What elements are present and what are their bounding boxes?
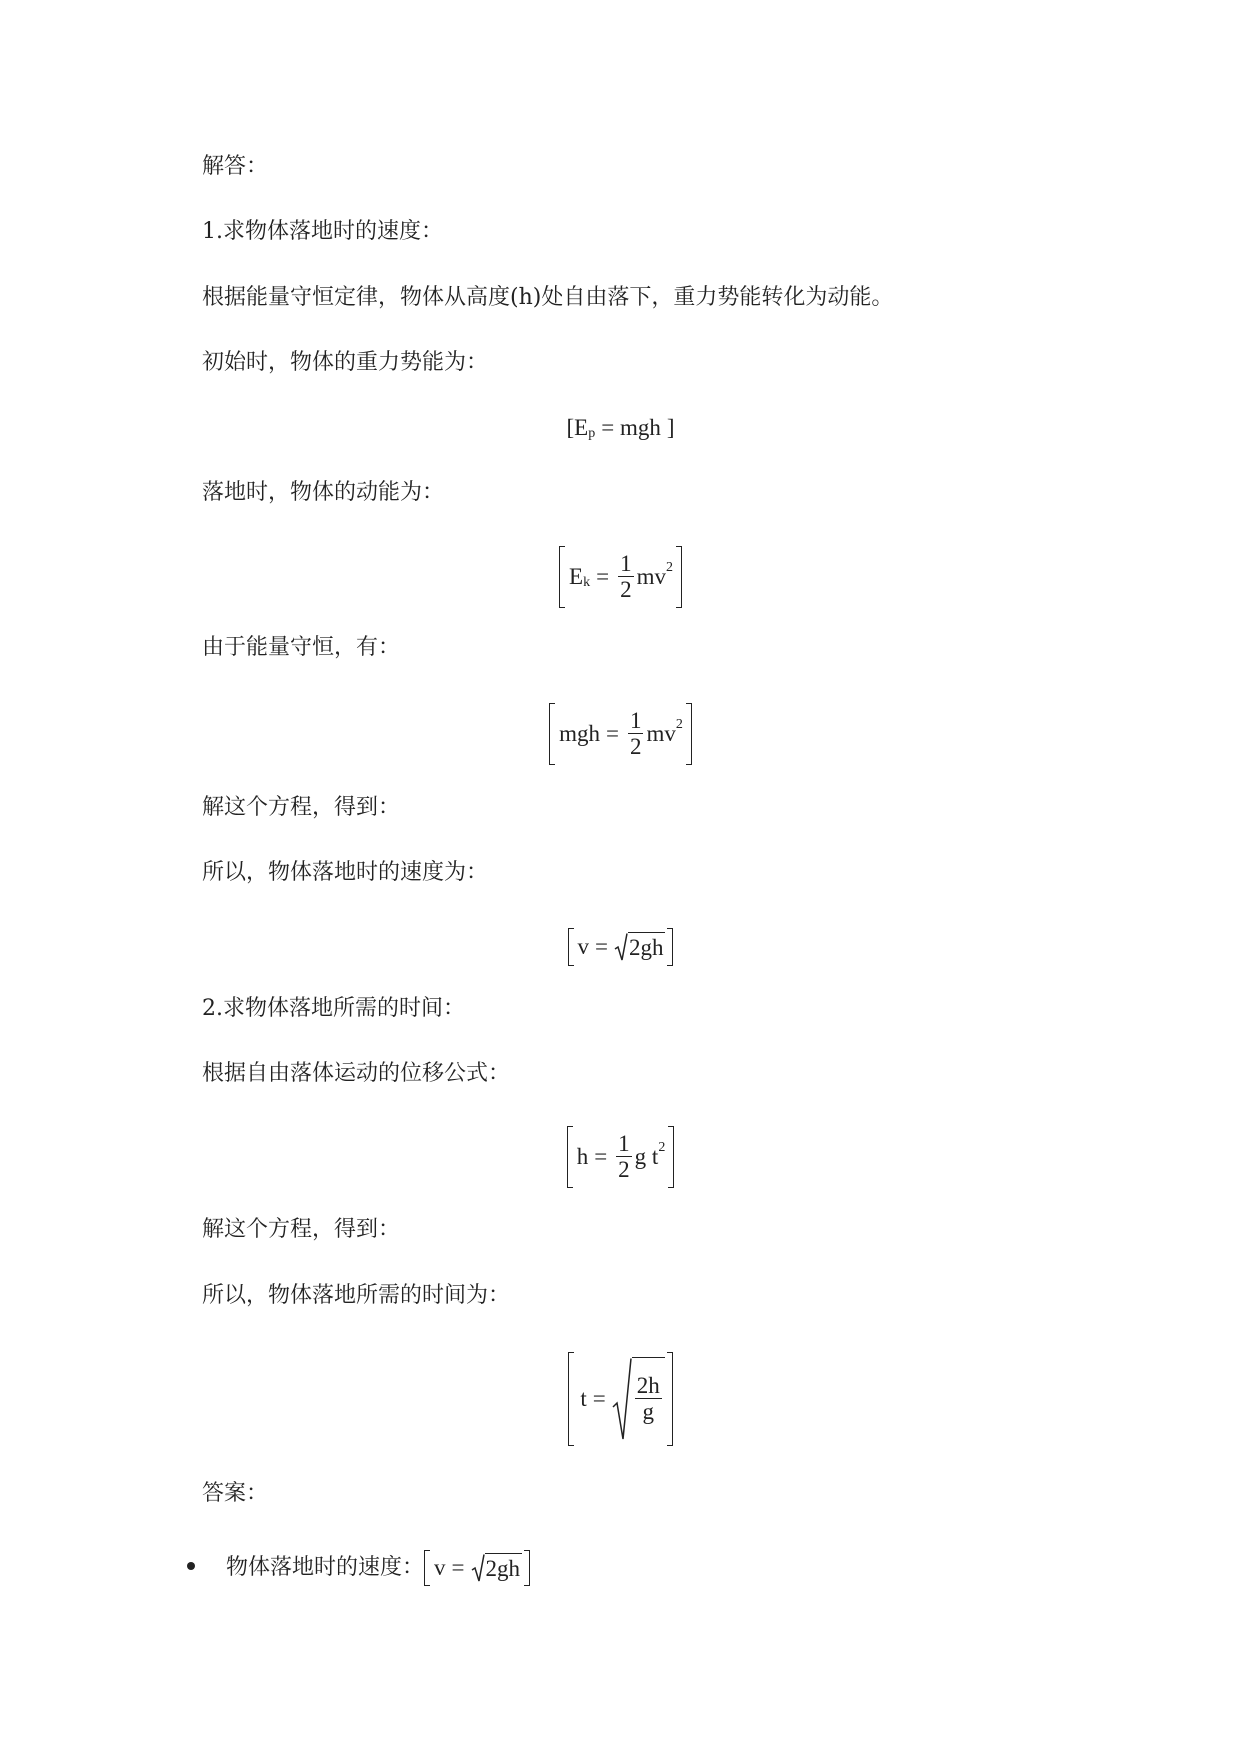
- left-bracket: [568, 928, 574, 966]
- fraction: $\frac{2h}{g}$: [636, 1373, 660, 1424]
- answer-v-lhs: v: [434, 1555, 446, 1580]
- left-bracket: [568, 1352, 574, 1446]
- eq-ep-rhs: = mgh: [601, 415, 661, 440]
- answer-v-equals: =: [451, 1555, 465, 1580]
- eq-t-lhs: t: [580, 1386, 587, 1411]
- eq-cons-tail: mv: [646, 721, 676, 746]
- right-bracket: [676, 546, 682, 608]
- right-bracket: [667, 1352, 673, 1446]
- right-bracket: [667, 928, 673, 966]
- paragraph-solve-2: 解这个方程，得到：: [202, 1217, 401, 1242]
- eq-v-radicand: 2gh: [628, 932, 666, 963]
- eq-ek-symbol: E: [569, 564, 584, 589]
- paragraph-landing-kinetic: 落地时，物体的动能为：: [202, 480, 445, 505]
- eq-ep-symbol: E: [574, 415, 589, 440]
- eq-ek-tail: mv: [636, 564, 666, 589]
- eq-t-equals: =: [592, 1386, 606, 1411]
- eq-ek-subscript: k: [583, 575, 591, 590]
- sqrt-sign: [614, 932, 666, 963]
- paragraph-energy-conservation: 根据能量守恒定律，物体从高度(h)处自由落下，重力势能转化为动能。: [202, 285, 894, 310]
- bullet-dot: [187, 1562, 195, 1570]
- fraction: $\frac{1}{2}$: [629, 707, 642, 759]
- equation-conservation: [0, 703, 1241, 773]
- paragraph-conservation-eq: 由于能量守恒，有：: [202, 635, 401, 660]
- fraction: $\frac{1}{2}$: [620, 550, 632, 602]
- eq-v-equals: =: [595, 934, 608, 959]
- eq-h-lhs: h: [576, 1144, 589, 1169]
- right-bracket: [668, 1126, 674, 1188]
- equation-velocity: [0, 928, 1241, 974]
- paragraph-time-result: 所以，物体落地所需的时间为：: [202, 1283, 511, 1308]
- eq-h-superscript: 2: [658, 1140, 666, 1155]
- eq-h-equals: =: [594, 1144, 608, 1169]
- paragraph-free-fall: 根据自由落体运动的位移公式：: [202, 1061, 511, 1086]
- eq-cons-lhs: mgh: [559, 721, 600, 746]
- equation-time: [0, 1352, 1241, 1454]
- eq-ep-subscript: p: [588, 426, 596, 441]
- right-bracket: [686, 703, 692, 765]
- answer-item-label: 物体落地时的速度：: [226, 1555, 425, 1580]
- sqrt-sign: [612, 1357, 665, 1441]
- eq-ek-superscript: 2: [665, 560, 673, 575]
- left-bracket: [424, 1550, 430, 1586]
- equation-displacement: [0, 1126, 1241, 1196]
- answer-list-item: [226, 1550, 530, 1586]
- eq-cons-superscript: 2: [675, 717, 683, 732]
- fraction: $\frac{1}{2}$: [618, 1130, 630, 1182]
- heading-answer: 答案：: [202, 1481, 269, 1506]
- eq-h-tail: g t: [634, 1144, 659, 1169]
- equation-potential-energy: [ E p = mgh ]: [0, 413, 1241, 443]
- right-bracket: [524, 1550, 530, 1586]
- eq-v-lhs: v: [577, 934, 589, 959]
- section-2-title: 2.求物体落地所需的时间：: [202, 996, 465, 1021]
- equation-kinetic-energy: [0, 546, 1241, 616]
- section-1-title: 1.求物体落地时的速度：: [202, 219, 443, 244]
- left-bracket: [559, 546, 565, 608]
- left-bracket: [567, 1126, 573, 1188]
- paragraph-solve-1: 解这个方程，得到：: [202, 795, 401, 820]
- paragraph-velocity-result: 所以，物体落地时的速度为：: [202, 860, 489, 885]
- answer-v-radicand: 2gh: [485, 1553, 523, 1584]
- paragraph-initial-potential: 初始时，物体的重力势能为：: [202, 350, 489, 375]
- eq-cons-equals: =: [606, 721, 619, 746]
- eq-ek-equals: =: [596, 564, 610, 589]
- sqrt-sign: [471, 1553, 523, 1584]
- left-bracket: [549, 703, 555, 765]
- heading-solution: 解答：: [202, 154, 269, 179]
